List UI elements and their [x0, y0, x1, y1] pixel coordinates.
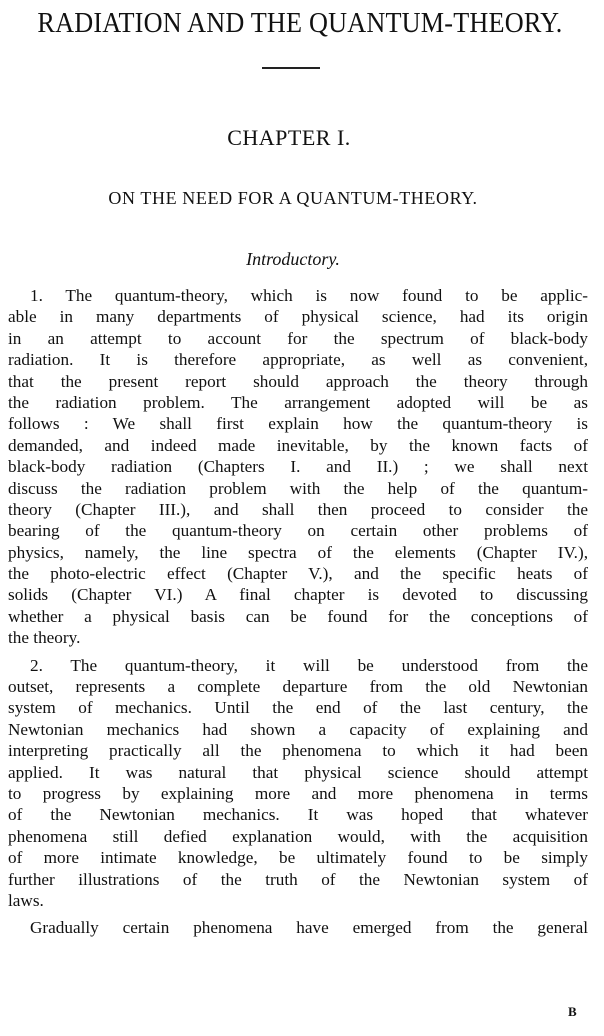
paragraph-3 [8, 917, 588, 938]
chapter-title: ON THE NEED FOR A QUANTUM-THEORY. [108, 188, 478, 208]
text-line: interpreting practically all the phenomena to which it had been [8, 741, 588, 761]
text-line: further illustrations of the truth of the Newtonian system of [8, 869, 588, 889]
text-line: radiation. It is therefore appropriate, as well as convenient, [8, 350, 588, 370]
text-line: in an attempt to account for the spectrum of black-body [8, 328, 588, 348]
text-line: 2. The quantum-theory, it will be understood from the [30, 655, 588, 675]
text-line: the photo-electric effect (Chapter V.), and the specific heats of [8, 564, 588, 584]
text-line: able in many departments of physical science, had its origin [8, 307, 588, 327]
text-line: theory (Chapter III.), and shall then proceed to consider the [8, 499, 588, 519]
text-line: Newtonian mechanics had shown a capacity of explaining and [8, 719, 588, 739]
text-line: applied. It was natural that physical science should attempt [8, 762, 588, 782]
text-line: the theory. [8, 628, 81, 648]
signature-mark: B [568, 1004, 577, 1019]
text-line: phenomena still defied explanation would, with the acquisition [8, 826, 588, 846]
text-line: of more intimate knowledge, be ultimately found to be simply [8, 848, 588, 868]
text-line: black-body radiation (Chapters I. and II.) ; we shall next [8, 457, 588, 477]
text-line: whether a physical basis can be found for the conceptions of [8, 606, 588, 626]
text-line: follows : We shall first explain how the quantum-theory is [8, 414, 588, 434]
title-rule [262, 67, 320, 69]
text-line: outset, represents a complete departure from the old Newtonian [8, 677, 588, 697]
text-line: to progress by explaining more and more phenomena in terms [8, 783, 588, 803]
chapter-number: CHAPTER I. [227, 125, 351, 150]
book-title: RADIATION AND THE QUANTUM-THEORY. [37, 8, 563, 39]
body-text [8, 285, 588, 939]
text-line: physics, namely, the line spectra of the elements (Chapter IV.), [8, 542, 588, 562]
text-line: discuss the radiation problem with the help of the quantum- [8, 478, 588, 498]
section-heading: Introductory. [246, 249, 340, 269]
text-line: laws. [8, 890, 44, 910]
paragraph-1 [8, 285, 588, 649]
text-line: of the Newtonian mechanics. It was hoped that whatever [8, 805, 588, 825]
text-line: Gradually certain phenomena have emerged from the general [30, 918, 588, 938]
text-line: that the present report should approach the theory through [8, 371, 588, 391]
text-line: bearing of the quantum-theory on certain other problems of [8, 521, 588, 541]
text-line: demanded, and indeed made inevitable, by the known facts of [8, 435, 588, 455]
text-line: system of mechanics. Until the end of the last century, the [8, 698, 588, 718]
paragraph-2 [8, 655, 588, 912]
text-line: solids (Chapter VI.) A final chapter is devoted to discussing [8, 585, 588, 605]
text-line: the radiation problem. The arrangement adopted will be as [8, 392, 588, 412]
text-line: 1. The quantum-theory, which is now found to be applic- [30, 286, 588, 305]
